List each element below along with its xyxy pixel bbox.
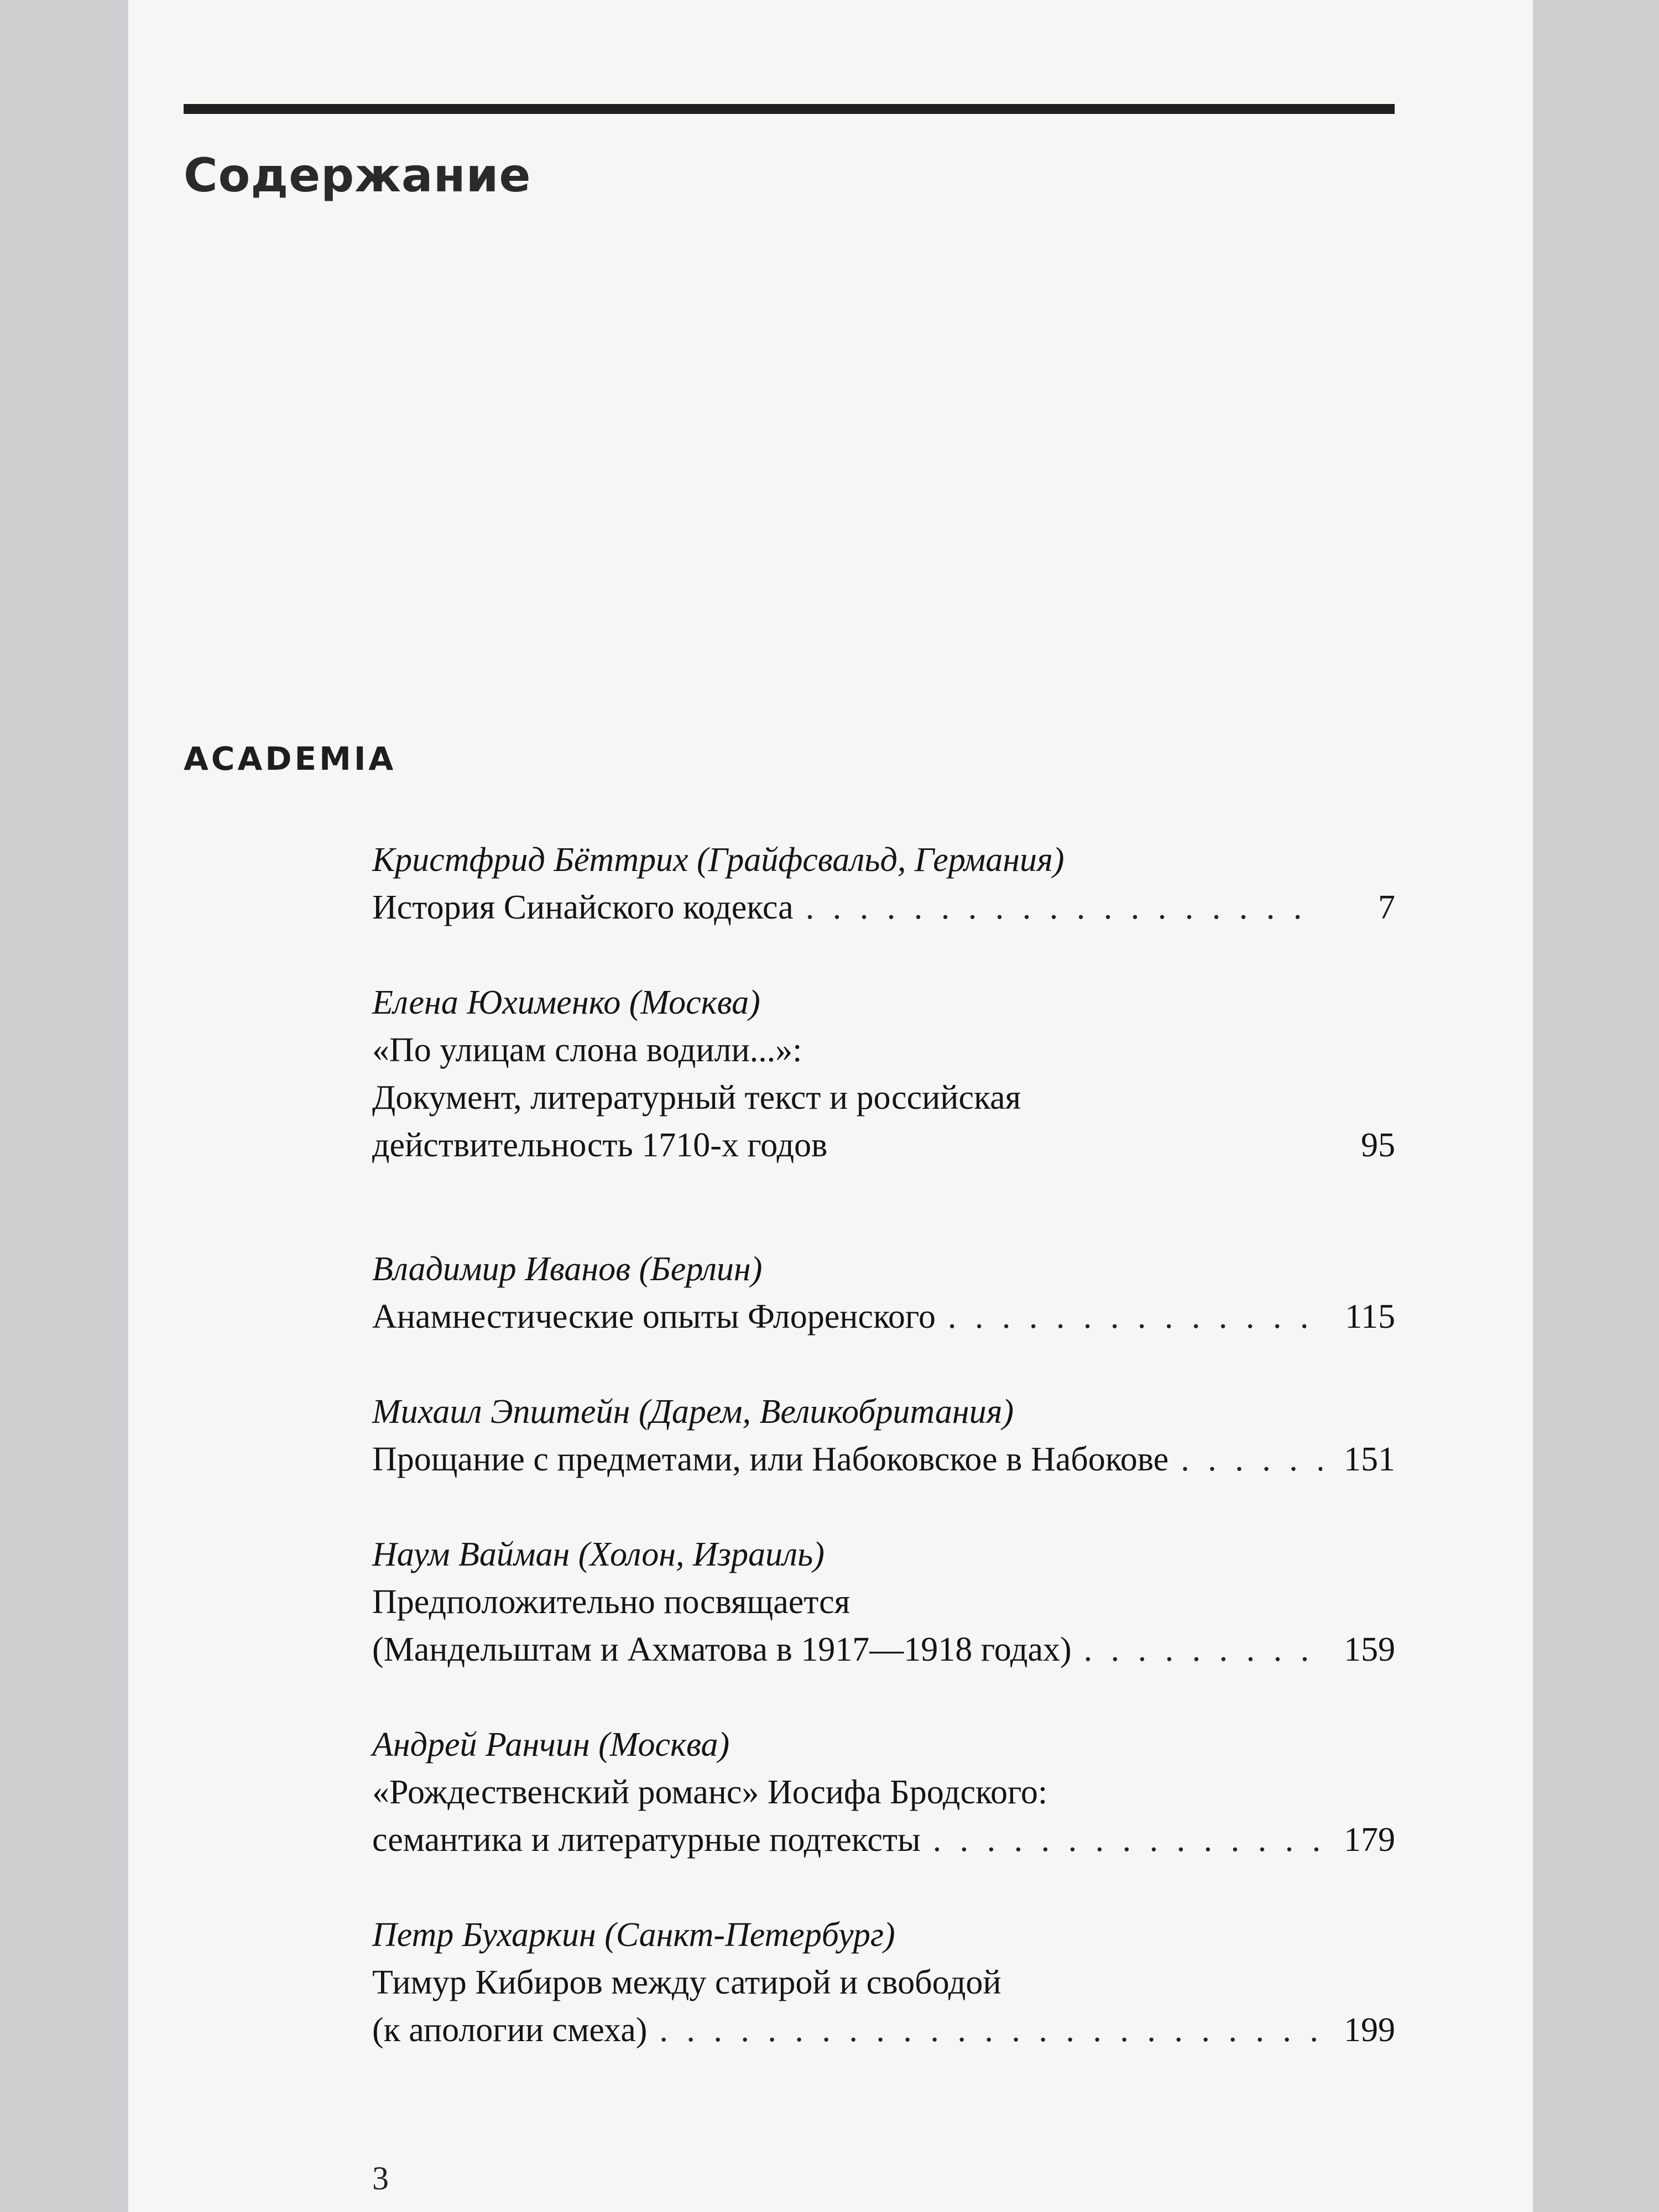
entry-page: 115	[1345, 1298, 1395, 1335]
entry-author: Петр Бухаркин (Санкт-Петербург)	[372, 1916, 895, 1954]
entry-title-line	[372, 2006, 1395, 2054]
entry-author: Наум Вайман (Холон, Израиль)	[372, 1536, 825, 1573]
entry-title: История Синайского кодекса	[372, 889, 794, 926]
entry-author: Андрей Ранчин (Москва)	[372, 1726, 730, 1764]
toc-entry[interactable]	[372, 979, 1395, 1169]
dot-leader	[948, 1293, 1322, 1340]
entry-page: 159	[1344, 1631, 1395, 1668]
entry-title: Прощание с предметами, или Набоковское в Набокове	[372, 1441, 1169, 1478]
entry-author: Владимир Иванов (Берлин)	[372, 1250, 763, 1288]
entry-title: Документ, литературный текст и российская	[372, 1079, 1021, 1117]
entry-title-line	[372, 1121, 1395, 1169]
toc-entry[interactable]	[372, 1721, 1395, 1864]
page-title: Содержание	[184, 148, 531, 202]
dot-leader	[659, 2006, 1322, 2054]
entry-title: «Рождественский романс» Иосифа Бродского:	[372, 1773, 1048, 1811]
toc-entry[interactable]	[372, 1388, 1395, 1483]
section-title: ACADEMIA	[184, 740, 397, 778]
dot-leader	[806, 884, 1322, 931]
toc-entry[interactable]	[372, 836, 1395, 931]
entry-title-line	[372, 1816, 1395, 1864]
entry-title: семантика и литературные подтексты	[372, 1821, 921, 1859]
entry-page: 199	[1344, 2011, 1395, 2049]
entry-page: 7	[1378, 889, 1395, 926]
entry-title: (Мандельштам и Ахматова в 1917—1918 годах)	[372, 1631, 1072, 1668]
entry-author: Елена Юхименко (Москва)	[372, 984, 760, 1021]
dot-leader	[933, 1816, 1322, 1864]
entry-page: 179	[1344, 1821, 1395, 1859]
entry-title-line	[372, 1626, 1395, 1673]
entry-title: «По улицам слона водили...»:	[372, 1031, 802, 1069]
entry-title: (к апологии смеха)	[372, 2011, 648, 2049]
entry-title: Тимур Кибиров между сатирой и свободой	[372, 1964, 1001, 2001]
entry-page: 151	[1344, 1441, 1395, 1478]
toc-entry[interactable]	[372, 1911, 1395, 2054]
entry-title-line	[372, 1436, 1395, 1483]
toc-list	[372, 836, 1395, 2089]
dot-leader	[1084, 1626, 1322, 1673]
toc-entry[interactable]	[372, 1531, 1395, 1673]
entry-title: Предположительно посвящается	[372, 1583, 851, 1621]
entry-title: действительность 1710-х годов	[372, 1126, 828, 1164]
dot-leader	[1181, 1436, 1322, 1483]
entry-page: 95	[1361, 1126, 1395, 1164]
entry-title: Анамнестические опыты Флоренского	[372, 1298, 936, 1335]
header-rule	[184, 104, 1395, 114]
entry-title-line	[372, 884, 1395, 931]
page-number: 3	[372, 2160, 389, 2197]
entry-title-line	[372, 1293, 1395, 1340]
entry-author: Кристфрид Бёттрих (Грайфсвальд, Германия)	[372, 841, 1065, 879]
entry-author: Михаил Эпштейн (Дарем, Великобритания)	[372, 1393, 1014, 1431]
toc-entry[interactable]	[372, 1245, 1395, 1340]
book-page	[128, 0, 1533, 2212]
